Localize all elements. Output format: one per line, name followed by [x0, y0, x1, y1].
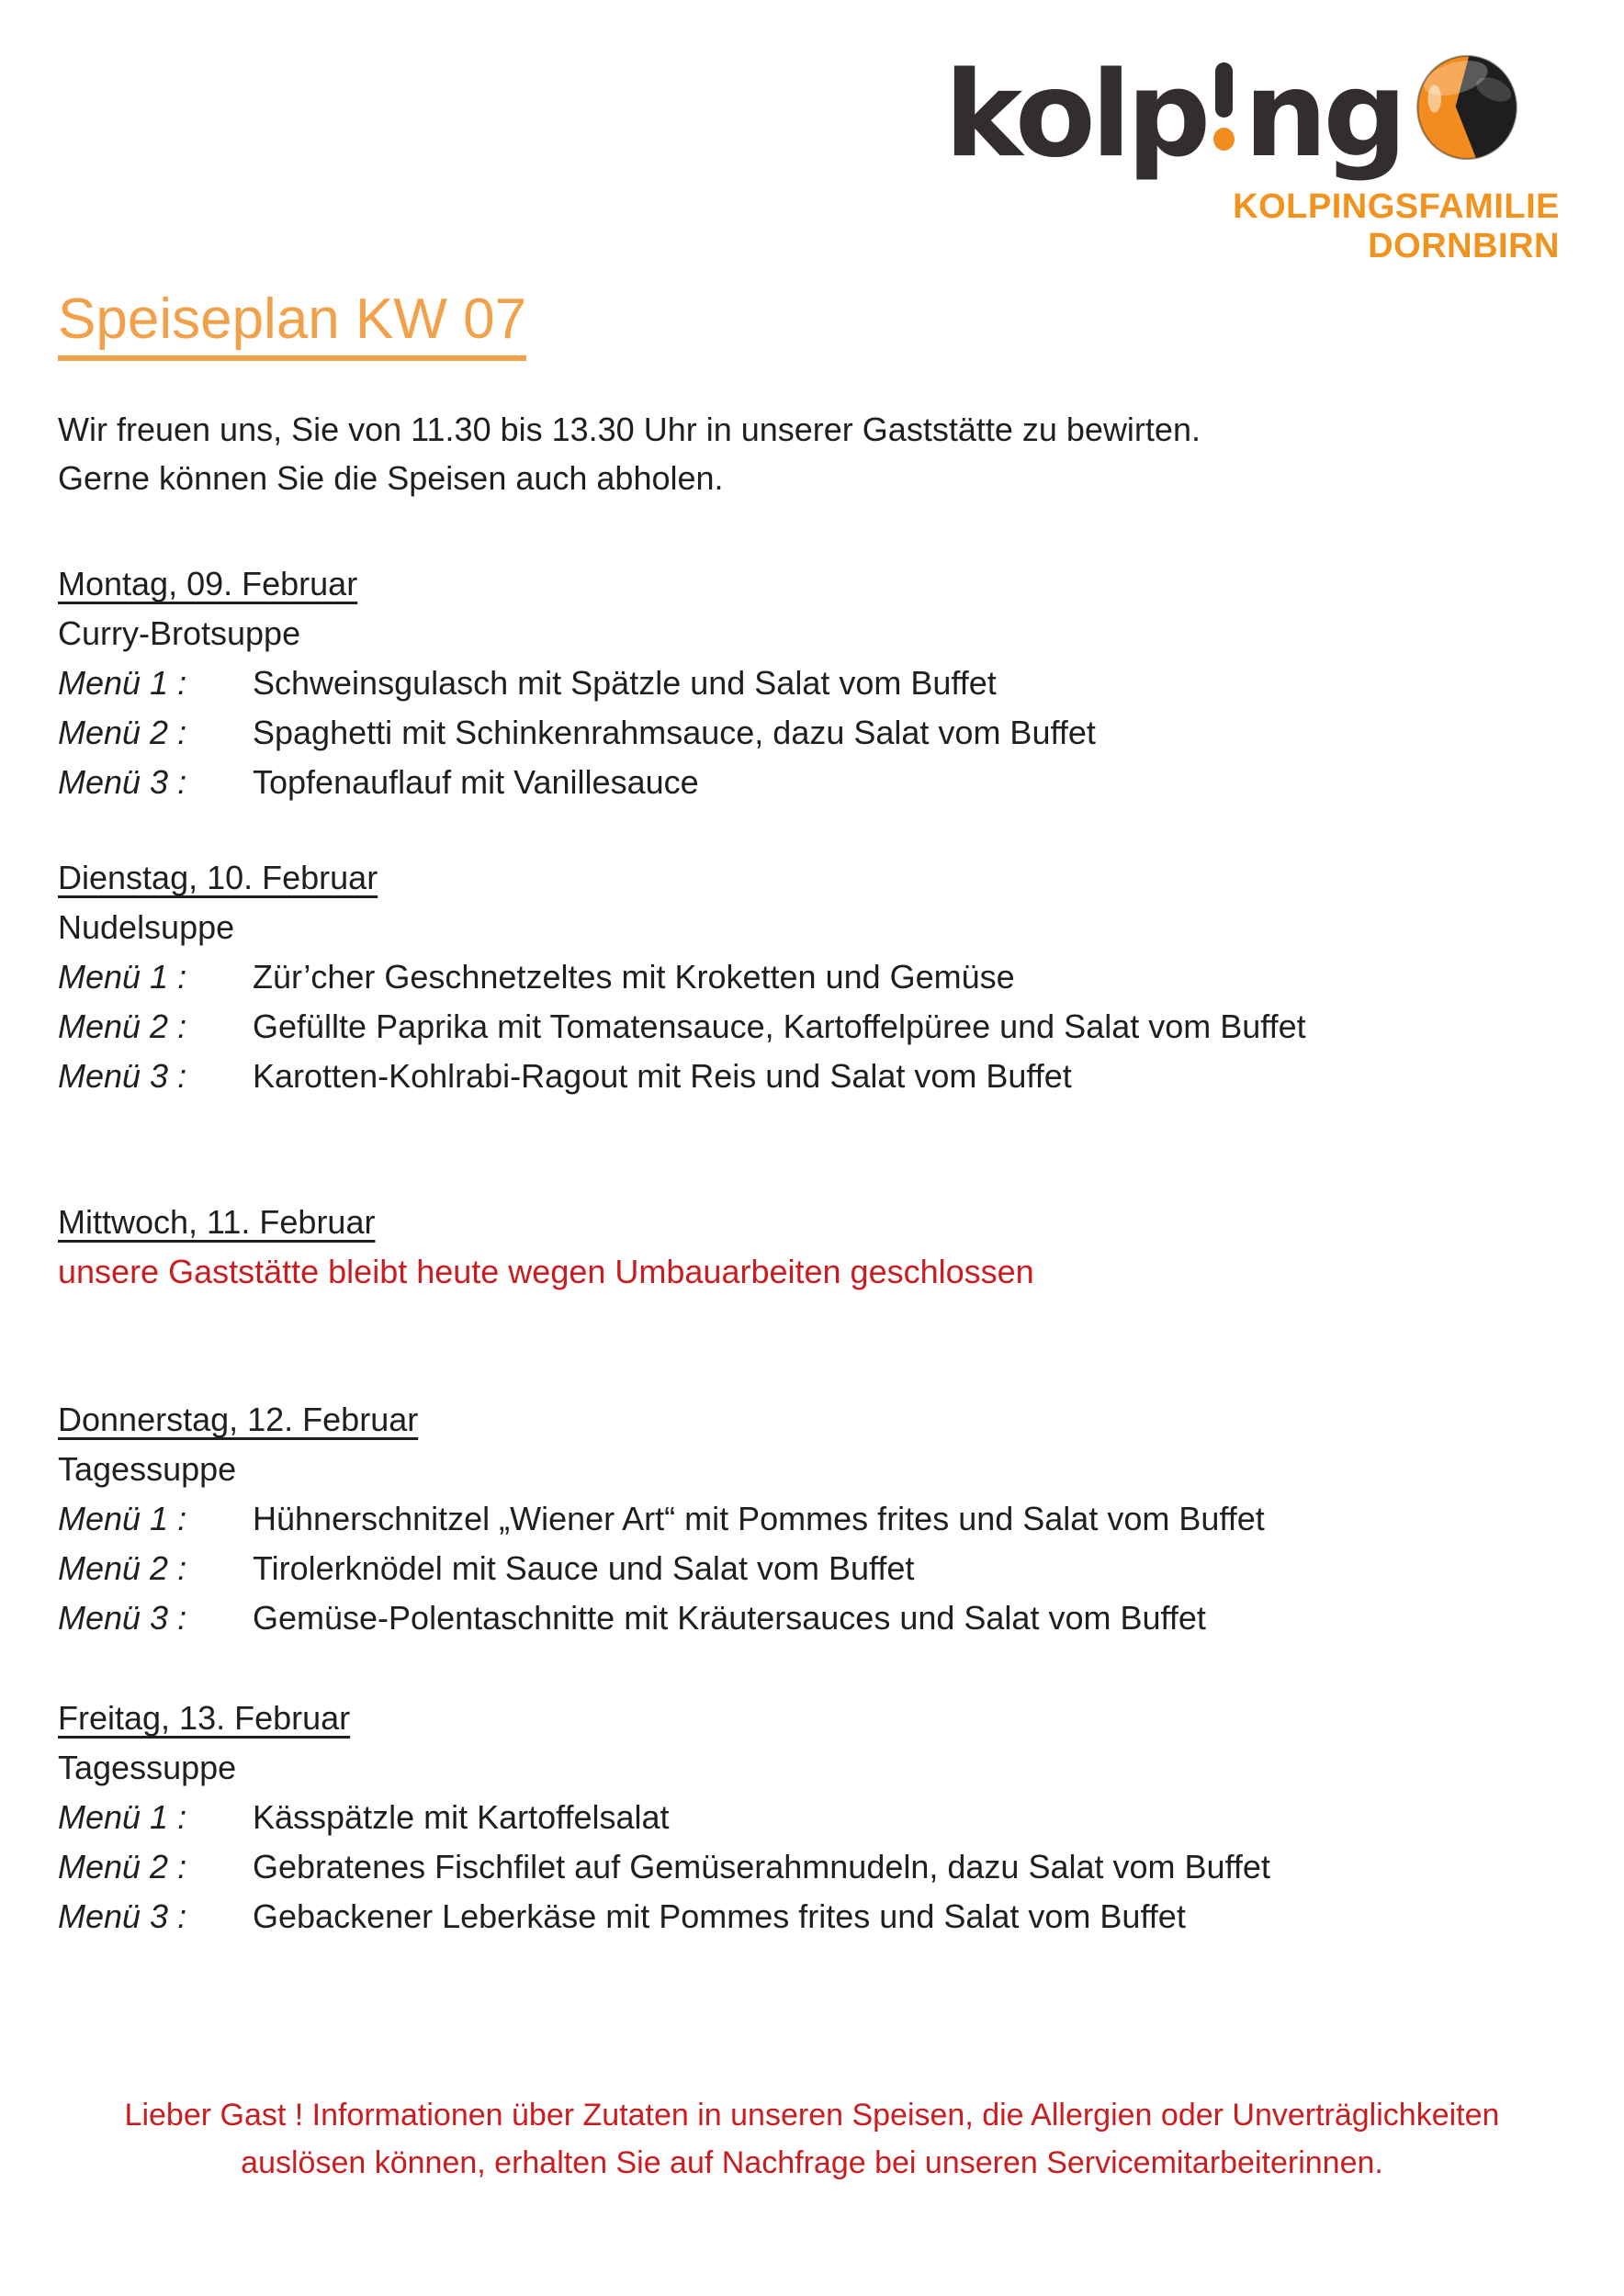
day-heading: Dienstag, 10. Februar — [58, 859, 378, 897]
day-section-donnerstag — [58, 1395, 1624, 1643]
menu-row — [58, 1793, 1624, 1842]
kolping-logo — [944, 47, 1518, 184]
soup-line: Nudelsuppe — [58, 908, 235, 947]
menu-row — [58, 952, 1624, 1002]
org-name-block — [1233, 187, 1560, 266]
page-title: Speiseplan KW 07 — [58, 287, 526, 361]
menu-row — [58, 658, 1624, 708]
menu-label: Menü 3 : — [58, 763, 187, 802]
menu-label: Menü 2 : — [58, 1549, 187, 1588]
day-section-dienstag — [58, 853, 1624, 1101]
soup-line: Tagessuppe — [58, 1749, 237, 1787]
menu-row — [58, 708, 1624, 758]
exclamation-bar — [1215, 62, 1233, 118]
menu-label: Menü 1 : — [58, 664, 187, 703]
wordmark-right: ng — [1244, 47, 1403, 184]
allergen-note-line1: Lieber Gast ! Informationen über Zutaten in unseren Speisen, die Allergien oder Unverträglichkeiten — [124, 2098, 1500, 2133]
menu-label: Menü 1 : — [58, 1500, 187, 1538]
menu-text: Zür’cher Geschnetzeltes mit Kroketten und Gemüse — [253, 958, 1015, 996]
soup-line: Curry-Brotsuppe — [58, 614, 301, 653]
menu-text: Gebackener Leberkäse mit Pommes frites und Salat vom Buffet — [253, 1897, 1186, 1936]
menu-text: Schweinsgulasch mit Spätzle und Salat vom Buffet — [253, 664, 997, 703]
kolping-k-emblem-icon — [1415, 53, 1518, 162]
menu-label: Menü 1 : — [58, 958, 187, 996]
menu-text: Tirolerknödel mit Sauce und Salat vom Buffet — [253, 1549, 915, 1588]
menu-label: Menü 3 : — [58, 1599, 187, 1638]
exclamation-icon — [1213, 62, 1235, 151]
day-heading: Montag, 09. Februar — [58, 565, 358, 603]
menu-text: Topfenauflauf mit Vanillesauce — [253, 763, 699, 802]
day-heading: Freitag, 13. Februar — [58, 1699, 351, 1738]
soup-line: Tagessuppe — [58, 1450, 237, 1489]
menu-text: Spaghetti mit Schinkenrahmsauce, dazu Salat vom Buffet — [253, 714, 1096, 752]
menu-row — [58, 1892, 1624, 1941]
intro-line-1: Wir freuen uns, Sie von 11.30 bis 13.30 Uhr in unserer Gaststätte zu bewirten. — [58, 411, 1201, 449]
menu-label: Menü 2 : — [58, 714, 187, 752]
menu-row — [58, 1842, 1624, 1892]
menu-text: Kässpätzle mit Kartoffelsalat — [253, 1798, 670, 1837]
title-wrap — [58, 287, 1624, 361]
menu-text: Gefüllte Paprika mit Tomatensauce, Kartoffelpüree und Salat vom Buffet — [253, 1007, 1306, 1046]
allergen-note — [0, 2091, 1624, 2187]
day-heading: Donnerstag, 12. Februar — [58, 1401, 419, 1439]
menu-row — [58, 1544, 1624, 1593]
intro-line-2: Gerne können Sie die Speisen auch abholen. — [58, 459, 724, 498]
header — [0, 0, 1624, 266]
menu-label: Menü 1 : — [58, 1798, 187, 1837]
closed-notice: unsere Gaststätte bleibt heute wegen Umbauarbeiten geschlossen — [58, 1253, 1034, 1291]
day-section-mittwoch — [58, 1198, 1624, 1297]
menu-row — [58, 1052, 1624, 1101]
org-name-line1: KOLPINGSFAMILIE — [1233, 187, 1560, 226]
intro-paragraph — [58, 405, 1624, 502]
menu-row — [58, 1593, 1624, 1643]
menu-text: Gebratenes Fischfilet auf Gemüserahmnudeln, dazu Salat vom Buffet — [253, 1848, 1270, 1886]
day-section-freitag — [58, 1694, 1624, 1941]
menu-label: Menü 2 : — [58, 1007, 187, 1046]
menu-label: Menü 3 : — [58, 1897, 187, 1936]
menu-text: Hühnerschnitzel „Wiener Art“ mit Pommes frites und Salat vom Buffet — [253, 1500, 1265, 1538]
menu-row — [58, 758, 1624, 807]
menu-label: Menü 3 : — [58, 1057, 187, 1096]
allergen-note-line2: auslösen können, erhalten Sie auf Nachfrage bei unseren Servicemitarbeiterinnen. — [241, 2145, 1383, 2181]
menu-text: Gemüse-Polentaschnitte mit Kräutersauces und Salat vom Buffet — [253, 1599, 1206, 1638]
menu-label: Menü 2 : — [58, 1848, 187, 1886]
menu-row — [58, 1002, 1624, 1052]
wordmark-left: kolp — [944, 47, 1207, 184]
menu-row — [58, 1494, 1624, 1544]
day-section-montag — [58, 559, 1624, 807]
org-name-line2: DORNBIRN — [1368, 227, 1560, 265]
day-heading: Mittwoch, 11. Februar — [58, 1203, 376, 1242]
exclamation-dot — [1213, 128, 1235, 151]
kolping-wordmark — [944, 47, 1403, 184]
menu-text: Karotten-Kohlrabi-Ragout mit Reis und Salat vom Buffet — [253, 1057, 1072, 1096]
